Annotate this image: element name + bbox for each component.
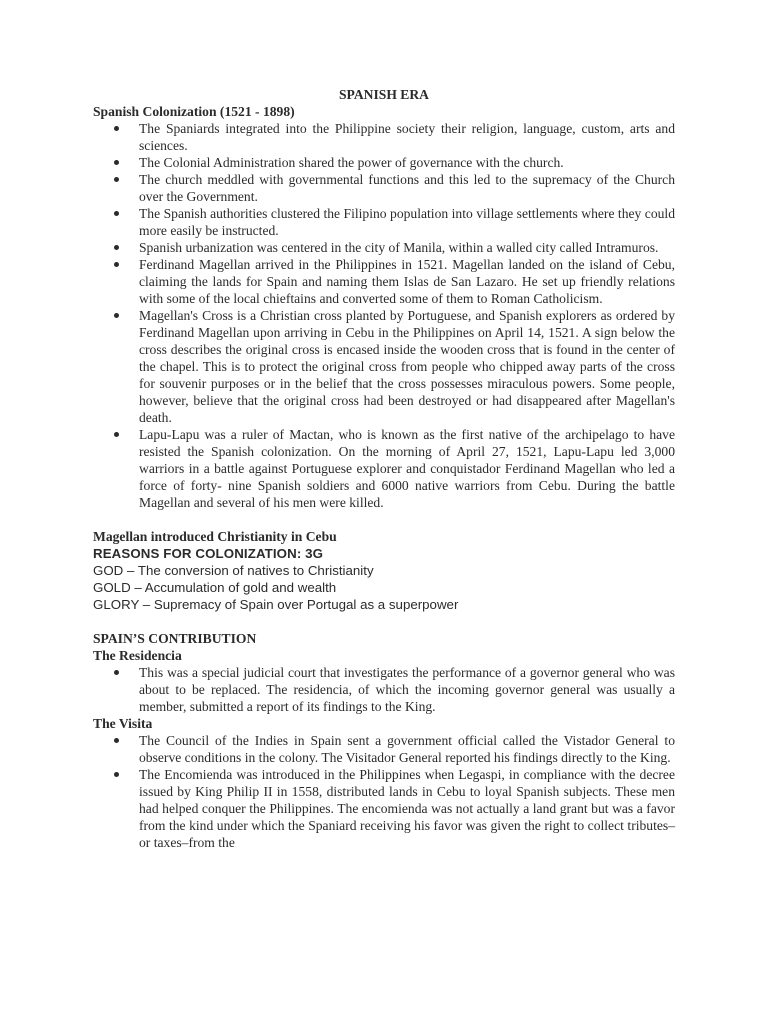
- document-title: SPANISH ERA: [338, 87, 429, 102]
- spacer: [93, 613, 675, 630]
- bullet-icon: [114, 177, 119, 182]
- list-item: The Colonial Administration shared the power of governance with the church.: [93, 154, 675, 171]
- section-heading-christianity: Magellan introduced Christianity in Cebu: [93, 529, 337, 544]
- list-item: Magellan's Cross is a Christian cross planted by Portuguese, and Spanish explorers as ordered by Ferdinand Magellan upon arriving in Cebu in the Philippines on April 14, 1521. A sign below the cross describes the original cross is encased inside the wooden cross that is found in the center of the chapel. This is to protect the original cross from people who chipped away parts of the cross for souvenir purposes or in the belief that the cross possesses miraculous powers. Some people, however, believe that the original cross had been destroyed or had disappeared after Magellan's death.: [93, 307, 675, 426]
- list-item: Spanish urbanization was centered in the city of Manila, within a walled city called Intramuros.: [93, 239, 675, 256]
- bullet-icon: [114, 211, 119, 216]
- list-item: The Spanish authorities clustered the Filipino population into village settlements where they could more easily be instructed.: [93, 205, 675, 239]
- document-page: [93, 86, 675, 851]
- section-subheading-reasons: REASONS FOR COLONIZATION: 3G: [93, 546, 324, 561]
- residencia-bullet-list: [93, 664, 675, 715]
- bullet-icon: [114, 772, 119, 777]
- subheading-visita: The Visita: [93, 716, 153, 731]
- bullet-icon: [114, 245, 119, 250]
- bullet-icon: [114, 126, 119, 131]
- list-item: The Council of the Indies in Spain sent a government official called the Vistador General to observe conditions in the colony. The Visitador General reported his findings directly to the King.: [93, 732, 675, 766]
- bullet-icon: [114, 262, 119, 267]
- list-item: The Encomienda was introduced in the Philippines when Legaspi, in compliance with the decree issued by King Philip II in 1558, distributed lands in Cebu to loyal Spanish subjects. These men had helped conquer the Philippines. The encomienda was not actually a land grant but was a favor from the kind under which the Spaniard receiving his favor was given the right to collect tributes–or taxes–from the: [93, 766, 675, 851]
- list-item: The Spaniards integrated into the Philippine society their religion, language, custom, arts and sciences.: [93, 120, 675, 154]
- bullet-icon: [114, 432, 119, 437]
- subheading-residencia: The Residencia: [93, 648, 182, 663]
- list-item: Ferdinand Magellan arrived in the Philippines in 1521. Magellan landed on the island of Cebu, claiming the lands for Spain and naming them Islas de San Lazaro. He set up friendly relations with some of the local chieftains and converted some of them to Roman Catholicism.: [93, 256, 675, 307]
- section-heading-contribution: SPAIN’S CONTRIBUTION: [93, 631, 257, 646]
- reason-line-glory: GLORY – Supremacy of Spain over Portugal as a superpower: [93, 597, 459, 612]
- bullet-icon: [114, 313, 119, 318]
- list-item: This was a special judicial court that investigates the performance of a governor general who was about to be replaced. The residencia, of which the incoming governor general was usually a member, submitted a report of its findings to the King.: [93, 664, 675, 715]
- list-item: The church meddled with governmental functions and this led to the supremacy of the Church over the Government.: [93, 171, 675, 205]
- bullet-icon: [114, 738, 119, 743]
- visita-bullet-list: [93, 732, 675, 851]
- list-item: Lapu-Lapu was a ruler of Mactan, who is known as the first native of the archipelago to have resisted the Spanish colonization. On the morning of April 27, 1521, Lapu-Lapu led 3,000 warriors in a battle against Portuguese explorer and conquistador Ferdinand Magellan who led a force of forty- nine Spanish soldiers and 6000 native warriors from Cebu. During the battle Magellan and several of his men were killed.: [93, 426, 675, 511]
- reason-line-god: GOD – The conversion of natives to Christianity: [93, 563, 374, 578]
- spacer: [93, 511, 675, 528]
- bullet-icon: [114, 160, 119, 165]
- bullet-icon: [114, 670, 119, 675]
- colonization-bullet-list: [93, 120, 675, 511]
- reason-line-gold: GOLD – Accumulation of gold and wealth: [93, 580, 337, 595]
- section-heading-colonization: Spanish Colonization (1521 - 1898): [93, 104, 295, 119]
